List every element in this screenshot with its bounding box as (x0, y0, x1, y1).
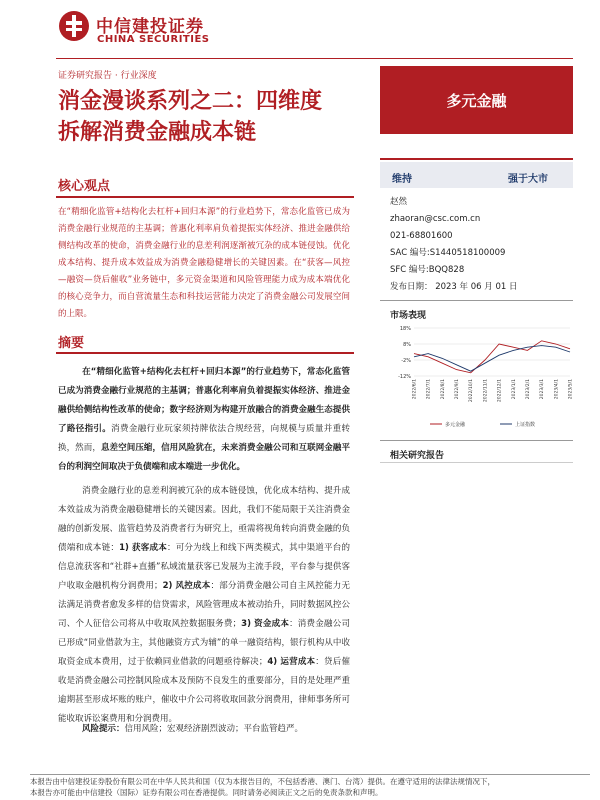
summary-paragraph-1 (58, 363, 350, 477)
footer-disclaimer (30, 776, 590, 798)
legend-label: 上证指数 (515, 422, 536, 428)
company-logo-icon (58, 10, 90, 42)
brand-name-cn: 中信建投证券 (96, 17, 204, 37)
analyst-name: 赵然 (390, 197, 408, 207)
analyst-sfc: SFC 编号:BQQ828 (390, 265, 465, 275)
summary-p2-text-i: ：贷后催收是消费金融公司控制风险成本及预防不良发生的重要部分，目的是处理严重逾期甚至形成坏账的账户，催收中介公司将收取回款分润费用，律师事务所可能收取诉讼案费用和分润费用。 (58, 657, 350, 724)
summary-heading: 摘要 (58, 336, 85, 351)
header-divider (56, 58, 573, 59)
publish-date: 发布日期： 2023 年 06 月 01 日 (390, 282, 518, 292)
y-tick-label: -12% (398, 374, 411, 380)
y-tick-label: 8% (403, 342, 411, 348)
summary-p2-bold-h: 4) 运营成本 (267, 657, 316, 667)
legend-label: 多元金融 (445, 422, 466, 428)
y-tick-label: 18% (399, 326, 411, 332)
report-title-line2: 拆解消费金融成本链 (58, 120, 257, 145)
core-divider (56, 196, 354, 198)
summary-p1-bold-a: 在“精细化监管+结构化去杠杆+回归本源”的行业趋势下，常态化监管已成为消费金融行业规范的主基调；普惠化利率肩负着提振实体经济、推进金融供给侧结构性改革的使命；数字经济则为构建开放融合的消费金融生态提供了路径指引。 (58, 367, 350, 434)
x-tick-label: 2022/7/1 (426, 379, 432, 400)
series-line (414, 346, 570, 372)
footer-line-1: 本报告由中信建投证券股份有限公司在中华人民共和国（仅为本报告目的，不包括香港、澳门、台湾）提供。在遵守适用的法律法规情况下， (30, 777, 495, 786)
related-reports-heading: 相关研究报告 (390, 451, 445, 461)
rating-value: 强于大市 (508, 174, 548, 185)
summary-p2-bold-b: 1) 获客成本 (119, 543, 167, 553)
summary-p2-text-c: ：可分为线上和线下两类模式，其中渠道平台的信息流获客和“社群+直播”私域流量获客已发展为主流手段，平台参与提供客户收取金融机构分润费用； (58, 543, 350, 591)
report-title-line1: 消金漫谈系列之二：四维度 (58, 89, 323, 114)
sidebar-rule-3 (380, 440, 573, 441)
rating-label: 维持 (392, 174, 412, 185)
x-tick-label: 2023/3/1 (540, 379, 546, 400)
summary-p2-text-a: 消费金融行业的息差利润被冗杂的成本链侵蚀，优化成本结构、提升成本效益成为消费金融稳健增长的关键因素。因此，我们不能局限于关注消费金融的创新发展、监管趋势及消费者行为研究上，亟需将视角转向消费金融的负债端和成本链： (58, 486, 350, 553)
summary-p1-bold-c: 息差空间压缩，信用风险犹在，未来消费金融公司和互联网金融平台的利润空间取决于负债端和成本端进一步优化。 (58, 443, 350, 472)
x-tick-label: 2022/9/1 (455, 379, 461, 400)
risk-label: 风险提示： (82, 724, 125, 734)
footer-divider (30, 774, 590, 775)
summary-p2-text-e: ：部分消费金融公司自主风控能力无法满足消费者愈发多样的信贷需求，风险管理成本被动抬升，同时数据风控公司、个人征信公司将从中收取风控数据服务费； (58, 581, 350, 629)
x-tick-label: 2023/2/1 (525, 379, 531, 400)
analyst-phone: 021-68801600 (390, 231, 453, 241)
report-type: 证券研究报告 · 行业深度 (58, 71, 157, 81)
market-perf-chart (390, 324, 573, 434)
summary-p2-bold-f: 3) 资金成本 (241, 619, 290, 629)
summary-p2-text-g: ：消费金融公司已形成“同业借款为主，其他融资方式为辅”的单一融资结构，银行机构从中收取资金成本费用，过于依赖同业借款的问题亟待解决； (58, 619, 350, 667)
x-tick-label: 2023/4/1 (554, 379, 560, 400)
x-tick-label: 2022/11/1 (483, 379, 489, 403)
summary-p1-text-b: 消费金融行业玩家须持牌依法合规经营，向规模与质量并重转换，然而， (58, 424, 350, 453)
sidebar-rule-4 (380, 462, 573, 463)
x-tick-label: 2022/8/1 (440, 379, 446, 400)
analyst-sac: SAC 编号:S1440518100009 (390, 248, 506, 258)
sidebar-rule-2 (380, 300, 573, 301)
x-tick-label: 2023/5/1 (568, 379, 573, 400)
y-tick-label: -2% (401, 358, 411, 364)
risk-warning (58, 720, 350, 739)
core-text: 在“精细化监管+结构化去杠杆+回归本源”的行业趋势下，常态化监管已成为消费金融行业规范的主基调；普惠化利率肩负着提振实体经济、推进金融供给侧结构改革的使命，消费金融行业的息差利润逐渐被冗杂的成本链侵蚀。优化成本结构、提升成本效益成为消费金融稳健增长的关键因素。在“获客—风控—融资—贷后催收”业务链中，多元资金渠道和风险管理能力成为成本端优化的核心竞争力，而自营流量生态和科技运营能力决定了消费金融公司发展空间的上限。 (58, 207, 350, 319)
footer-line-2: 本报告亦可能由中信建投（国际）证券有限公司在香港提供。同时请务必阅读正文之后的免责条款和声明。 (30, 788, 383, 797)
x-tick-label: 2022/10/1 (469, 379, 475, 403)
sidebar-top-rule (380, 158, 573, 160)
summary-paragraph-2 (58, 482, 350, 729)
market-perf-heading: 市场表现 (390, 311, 427, 321)
summary-p2-bold-d: 2) 风控成本 (162, 581, 211, 591)
x-tick-label: 2023/1/1 (511, 379, 517, 400)
x-tick-label: 2022/12/1 (497, 379, 503, 403)
analyst-email[interactable]: zhaoran@csc.com.cn (390, 214, 481, 224)
industry-banner (380, 66, 573, 134)
summary-divider (56, 352, 354, 354)
risk-text: 信用风险；宏观经济剧烈波动；平台监管趋严。 (124, 724, 304, 734)
brand-name-en: CHINA SECURITIES (97, 34, 210, 45)
core-heading: 核心观点 (58, 179, 111, 194)
analyst-info (390, 194, 517, 296)
x-tick-label: 2022/6/1 (412, 379, 418, 400)
industry-label: 多元金融 (446, 92, 507, 110)
